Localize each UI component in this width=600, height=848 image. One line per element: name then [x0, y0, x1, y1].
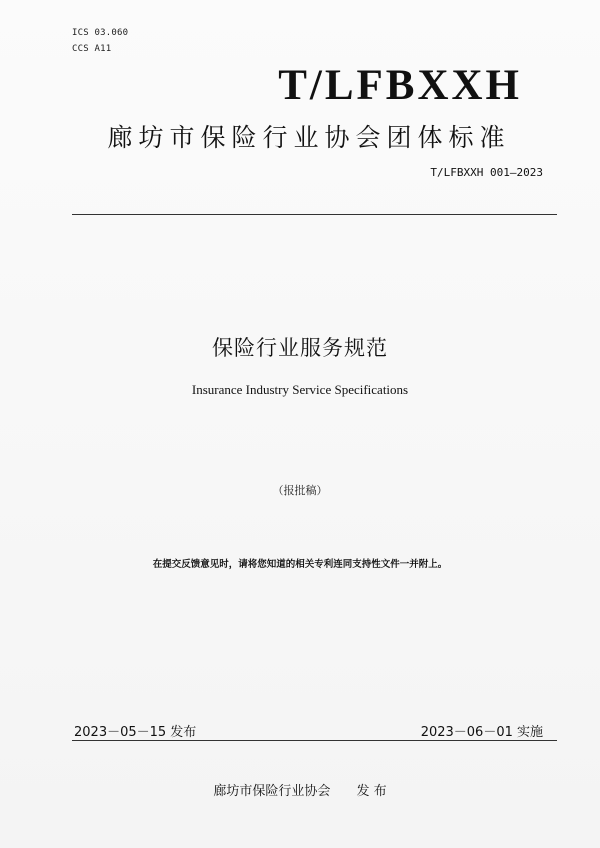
patent-notice: 在提交反馈意见时，请将您知道的相关专利连同支持性文件一并附上。 — [152, 559, 448, 570]
publish-date: 2023－05－15 发布 — [74, 725, 197, 740]
standard-number: T/LFBXXH 001—2023 — [430, 166, 543, 179]
header-divider — [72, 214, 557, 215]
draft-stage-label: （报批稿） — [272, 484, 328, 497]
standard-type-heading: 廊坊市保险行业协会团体标准 — [107, 123, 511, 152]
implementation-date: 2023－06－01 实施 — [420, 725, 543, 740]
document-title-english: Insurance Industry Service Specifications — [191, 382, 409, 397]
document-title-chinese: 保险行业服务规范 — [212, 336, 388, 360]
footer-divider — [72, 740, 557, 741]
ccs-code: CCS A11 — [72, 44, 112, 54]
issue-label: 发 布 — [356, 784, 387, 799]
issuing-organization — [0, 780, 600, 799]
standard-logo-mark: T/LFBXXH — [278, 62, 522, 109]
issuer-name: 廊坊市保险行业协会 — [213, 784, 331, 799]
ics-code: ICS 03.060 — [72, 28, 129, 38]
